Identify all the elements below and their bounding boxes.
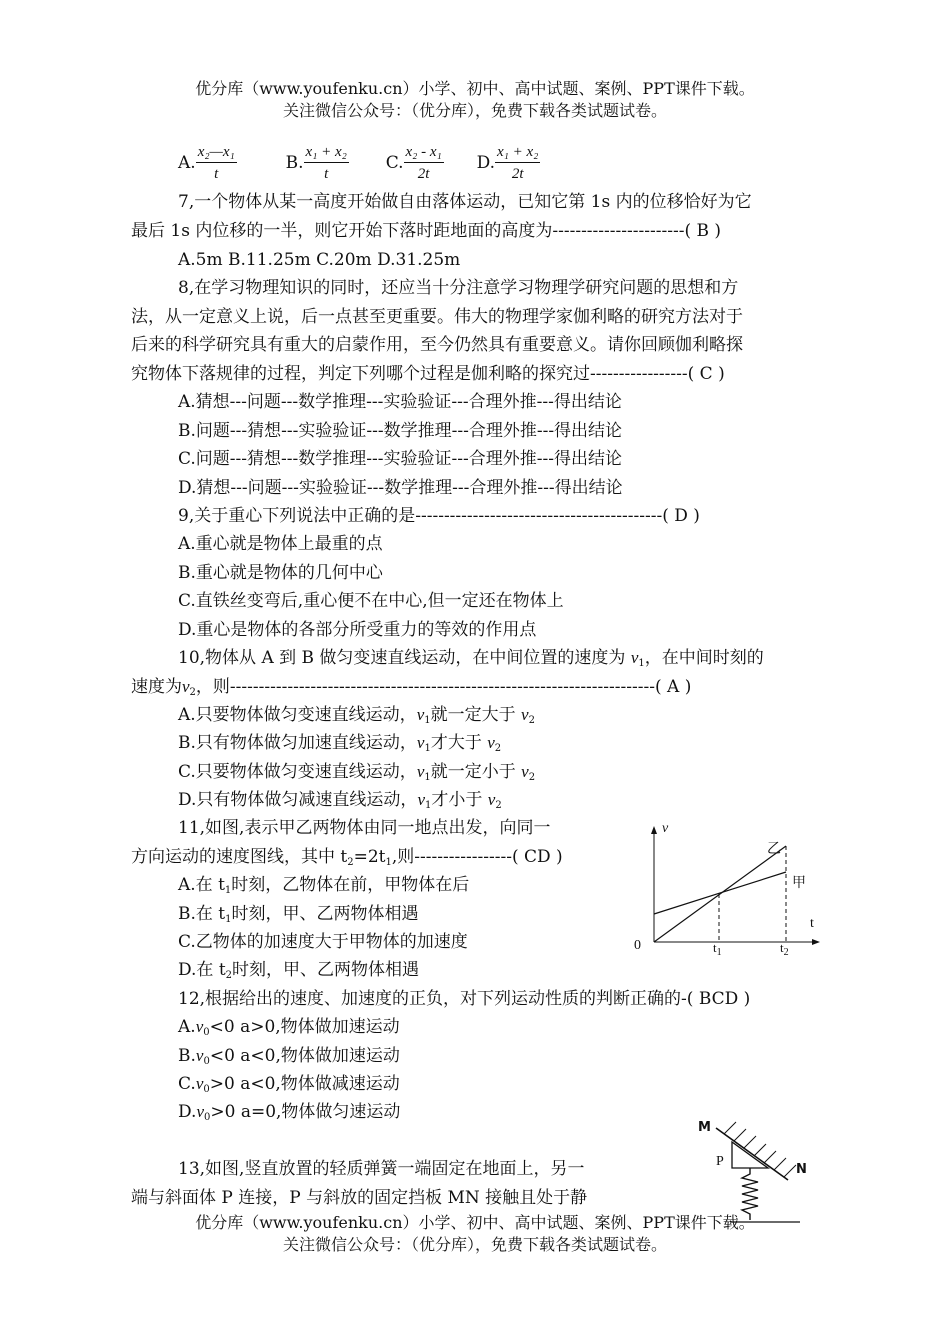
t-symbol: t	[713, 940, 717, 955]
fraction-denominator: 2t	[511, 166, 524, 182]
barrier-mn	[716, 1128, 788, 1180]
subscript: 1	[424, 772, 431, 783]
subscript: 2	[783, 947, 789, 958]
q11-option-a	[178, 873, 469, 903]
q8-option-a: A.猜想---问题---数学推理---实验验证---合理外推---得出结论	[178, 392, 622, 412]
t-symbol: t	[780, 940, 784, 955]
subscript: 1	[224, 885, 232, 896]
fraction-denominator: t	[324, 166, 329, 182]
velocity-symbol: v	[195, 1074, 204, 1093]
option-text: B.只有物体做匀加速直线运动，	[178, 733, 417, 753]
v-axis-arrow	[651, 826, 657, 834]
option-text: <0 a>0,物体做加速运动	[209, 1017, 400, 1037]
q8-option-d: D.猜想---问题---实验验证---数学推理---合理外推---得出结论	[178, 478, 623, 498]
q6-option-c-fraction	[404, 143, 444, 184]
subscript: 0	[203, 1027, 210, 1038]
q6-options	[178, 138, 540, 188]
q8-stem-line-3: 后来的科学研究具有重大的启蒙作用，至今仍然具有重要意义。请你回顾伽利略探	[131, 335, 743, 355]
subscript: 1	[638, 658, 645, 669]
label-p: P	[716, 1154, 724, 1169]
option-text: >0 a=0,物体做匀速运动	[210, 1102, 401, 1122]
q11-stem-text: =2t	[353, 847, 386, 867]
q6-option-a-label: A.	[178, 153, 196, 173]
option-text: B.在 t	[178, 904, 226, 924]
velocity-symbol: v	[630, 648, 639, 667]
q12-option-c	[178, 1072, 400, 1102]
q12-stem: 12,根据给出的速度、加速度的正负，对下列运动性质的判断正确的-( BCD )	[178, 989, 751, 1009]
subscript: 1	[424, 743, 431, 754]
velocity-symbol: v	[195, 1046, 204, 1065]
q10-option-a	[178, 703, 535, 733]
subscript: 0	[203, 1084, 210, 1095]
subscript: 0	[203, 1112, 211, 1123]
q8-stem-line-4: 究物体下落规律的过程，判定下列哪个过程是伽利略的探究过-----------------( C )	[131, 364, 725, 384]
graph-t-label: t	[810, 916, 814, 931]
q11-stem-line-2	[131, 845, 563, 875]
q8-option-b: B.问题---猜想---实验验证---数学推理---合理外推---得出结论	[178, 421, 623, 441]
option-label: D.	[178, 1102, 197, 1122]
q8-option-c: C.问题---猜想---数学推理---实验验证---合理外推---得出结论	[178, 449, 622, 469]
q10-option-d	[178, 788, 502, 818]
option-text: A.只要物体做匀变速直线运动，	[178, 705, 417, 725]
q12-option-b	[178, 1044, 400, 1074]
subscript: 1	[225, 914, 232, 925]
q10-option-b	[178, 731, 501, 761]
subscript: 1	[385, 857, 392, 868]
q10-stem-text: 10,物体从 A 到 B 做匀变速直线运动，在中间位置的速度为	[178, 648, 631, 668]
option-text: 才大于	[430, 733, 488, 753]
subscript: 0	[203, 1056, 210, 1067]
t-axis-arrow	[812, 939, 820, 945]
option-text: A.在 t	[178, 875, 225, 895]
velocity-symbol: v	[521, 705, 529, 724]
fraction-denominator: 2t	[417, 166, 430, 182]
q6-option-d-label: D.	[476, 153, 495, 173]
velocity-symbol: v	[487, 733, 495, 752]
option-text: 时刻，甲、乙两物体相遇	[232, 960, 420, 980]
option-label: A.	[178, 1017, 196, 1037]
velocity-symbol: v	[417, 790, 425, 809]
q6-option-d-fraction	[495, 143, 540, 184]
velocity-symbol: v	[521, 762, 529, 781]
graph-t2-label	[780, 940, 789, 958]
line-yi	[654, 846, 786, 942]
q11-stem-line-1: 11,如图,表示甲乙两物体由同一地点出发，向同一	[178, 818, 551, 838]
label-n: N	[796, 1162, 807, 1177]
option-text: C.只要物体做匀变速直线运动，	[178, 762, 417, 782]
subscript: 2	[225, 970, 233, 981]
velocity-symbol: v	[416, 762, 425, 781]
header-line-1: 优分库（www.youfenku.cn）小学、初中、高中试题、案例、PPT课件下载。	[195, 79, 755, 98]
option-text: D.在 t	[178, 960, 226, 980]
graph-yi-label: 乙	[767, 841, 781, 857]
footer-line-1: 优分库（www.youfenku.cn）小学、初中、高中试题、案例、PPT课件下载。	[195, 1213, 755, 1232]
q6-option-c-label: C.	[385, 153, 404, 173]
velocity-symbol: v	[416, 705, 425, 724]
velocity-symbol: v	[195, 1017, 204, 1036]
q6-option-a-fraction	[196, 143, 237, 184]
subscript: 1	[716, 947, 722, 958]
q7-stem-line-1: 7,一个物体从某一高度开始做自由落体运动，已知它第 1s 内的位移恰好为它	[178, 192, 752, 212]
q8-stem-line-2: 法，从一定意义上说，后一点甚至更重要。伟大的物理学家伽利略的研究方法对于	[131, 307, 743, 327]
option-text: 才小于	[431, 790, 488, 810]
footer-line-2: 关注微信公众号：（优分库），免费下载各类试题试卷。	[282, 1235, 667, 1254]
fraction-numerator: x₂ - x₁	[405, 144, 442, 160]
q13-stem-line-2: 端与斜面体 P 连接，P 与斜放的固定挡板 MN 接触且处于静	[131, 1188, 588, 1208]
line-jia	[654, 872, 786, 914]
graph-v-label: v	[662, 821, 669, 836]
option-text: >0 a<0,物体做减速运动	[209, 1074, 400, 1094]
q13-stem-line-1: 13,如图,竖直放置的轻质弹簧一端固定在地面上，另一	[178, 1159, 585, 1179]
q12-option-d	[178, 1100, 400, 1130]
subscript: 2	[495, 800, 502, 811]
subscript: 2	[528, 772, 536, 783]
fraction-numerator: x₂—x₁	[197, 144, 235, 160]
subscript: 2	[494, 743, 502, 754]
q9-option-a: A.重心就是物体上最重的点	[178, 534, 383, 554]
subscript: 2	[528, 715, 535, 726]
q9-option-d: D.重心是物体的各部分所受重力的等效的作用点	[178, 620, 537, 640]
option-text: D.只有物体做匀减速直线运动，	[178, 790, 418, 810]
q10-stem-text: ，在中间时刻的	[644, 648, 764, 668]
q10-stem-text: ，则--------------------------------------------------------------------------( A )	[195, 677, 692, 697]
option-label: B.	[178, 1046, 196, 1066]
option-text: <0 a<0,物体做加速运动	[209, 1046, 400, 1066]
q11-option-d	[178, 958, 419, 988]
option-text: 时刻，乙物体在前，甲物体在后	[231, 875, 470, 895]
velocity-symbol: v	[487, 790, 496, 809]
subscript: 2	[347, 857, 354, 868]
graph-t1-label	[713, 940, 722, 958]
label-m: M	[698, 1120, 711, 1135]
q11-option-c: C.乙物体的加速度大于甲物体的加速度	[178, 932, 468, 952]
fraction-denominator: t	[214, 166, 219, 182]
q8-stem-line-1: 8,在学习物理知识的同时，还应当十分注意学习物理学研究问题的思想和方	[178, 278, 739, 298]
barrier-hatching	[724, 1122, 796, 1177]
fraction-numerator: x₁ + x₂	[497, 144, 539, 160]
velocity-symbol: v	[196, 1102, 204, 1121]
q7-stem-line-2: 最后 1s 内位移的一半，则它开始下落时距地面的高度为-----------------------( B )	[131, 221, 722, 241]
subscript: 1	[424, 800, 432, 811]
q10-stem-line-2	[131, 675, 691, 705]
q10-stem-text: 速度为	[131, 677, 182, 697]
velocity-symbol: v	[182, 677, 190, 696]
option-text: 就一定小于	[430, 762, 522, 782]
q6-option-b-fraction	[304, 143, 349, 184]
graph-origin-label: 0	[634, 938, 641, 953]
q11-stem-text: 方向运动的速度图线，其中 t	[131, 847, 348, 867]
option-text: 时刻，甲、乙两物体相遇	[231, 904, 419, 924]
fraction-numerator: x₁ + x₂	[305, 144, 347, 160]
q11-option-b	[178, 902, 419, 932]
header-line-2: 关注微信公众号：（优分库），免费下载各类试题试卷。	[282, 101, 667, 120]
subscript: 1	[424, 715, 431, 726]
q10-option-c	[178, 760, 535, 790]
q11-stem-text: ,则-----------------( CD )	[391, 847, 563, 867]
q7-options: A.5m B.11.25m C.20m D.31.25m	[178, 250, 461, 270]
velocity-symbol: v	[416, 733, 425, 752]
q12-option-a	[178, 1015, 400, 1045]
incline-block-p	[732, 1142, 768, 1168]
q9-option-c: C.直铁丝变弯后,重心便不在中心,但一定还在物体上	[178, 591, 564, 611]
q9-stem: 9,关于重心下列说法中正确的是-------------------------------------------( D )	[178, 506, 700, 526]
q6-option-b-label: B.	[285, 153, 304, 173]
q10-stem-line-1	[178, 646, 764, 676]
graph-jia-label: 甲	[792, 875, 806, 891]
subscript: 2	[189, 687, 196, 698]
option-label: C.	[178, 1074, 196, 1094]
q9-option-b: B.重心就是物体的几何中心	[178, 563, 383, 583]
option-text: 就一定大于	[430, 705, 522, 725]
